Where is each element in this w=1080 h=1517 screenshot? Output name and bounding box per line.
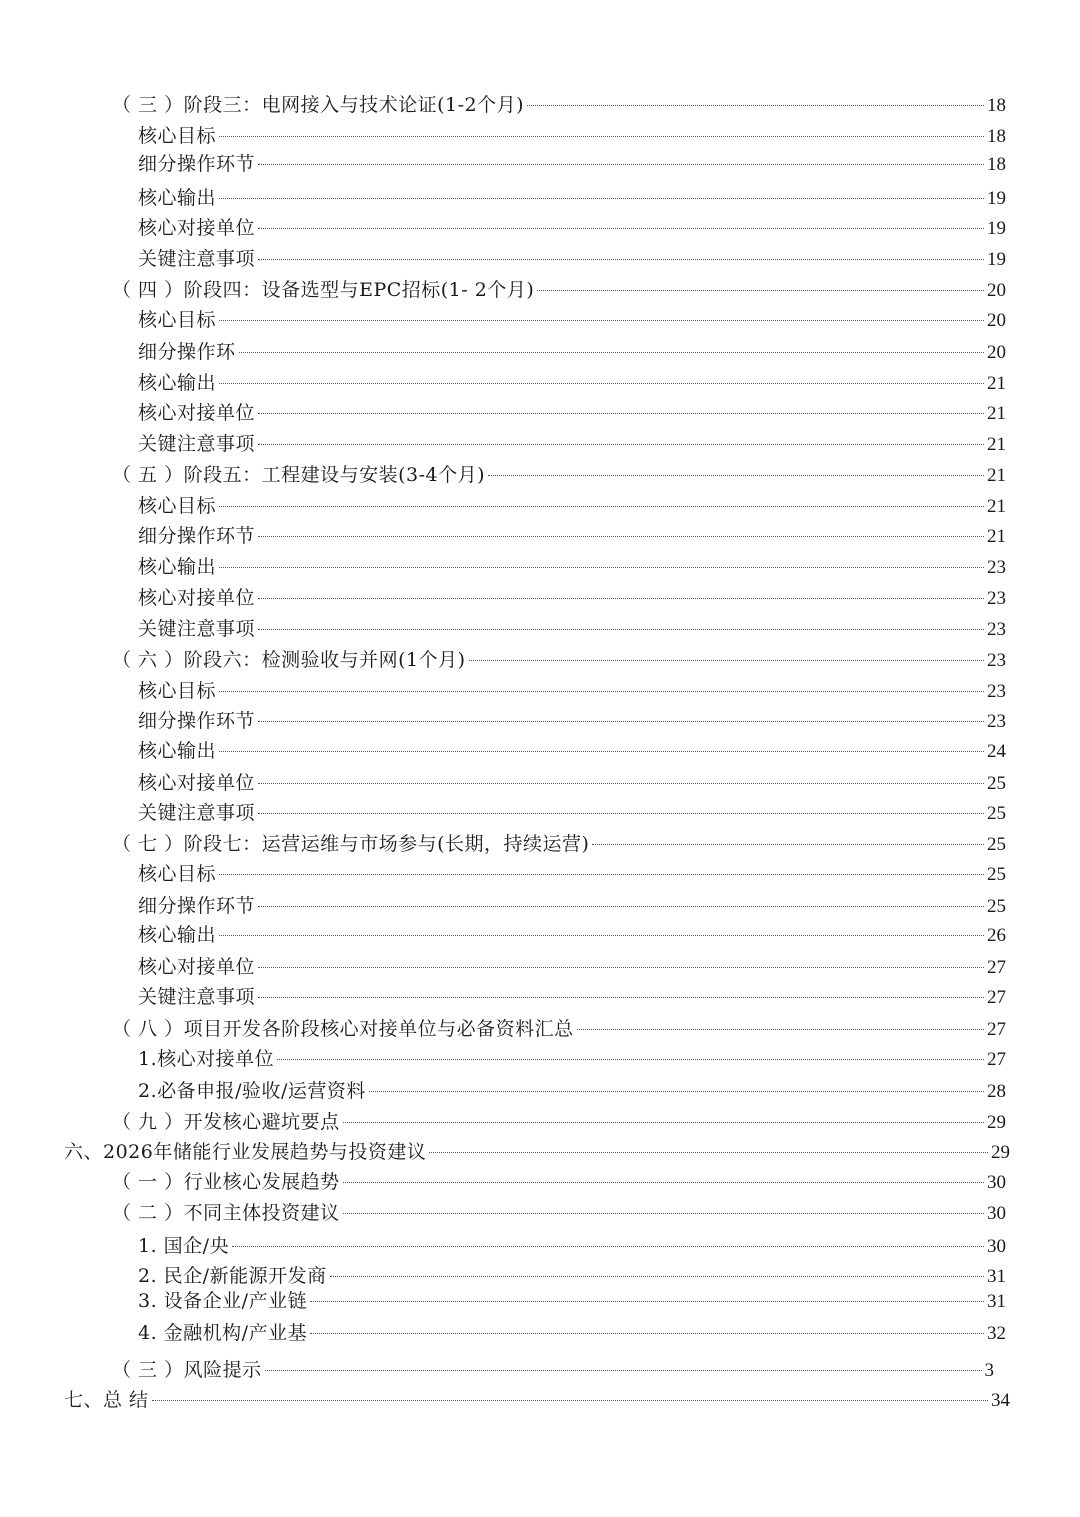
toc-entry[interactable] — [112, 1357, 994, 1383]
toc-entry-title: 核心目标 — [138, 495, 217, 517]
toc-entry-title: 核心输出 — [138, 924, 217, 946]
toc-entry-title: 细分操作环节 — [138, 525, 256, 547]
dot-leader — [258, 164, 984, 165]
dot-leader — [310, 1333, 984, 1334]
dot-leader — [219, 751, 984, 752]
toc-entry-page-number: 32 — [987, 1323, 1006, 1344]
toc-entry-title: 核心目标 — [138, 863, 217, 885]
toc-entry[interactable] — [112, 92, 1006, 118]
toc-entry[interactable] — [138, 770, 1006, 796]
toc-entry-page-number: 21 — [987, 465, 1006, 486]
dot-leader — [258, 997, 984, 998]
toc-entry-page-number: 24 — [987, 741, 1006, 762]
toc-entry[interactable] — [112, 1200, 1006, 1226]
dot-leader — [258, 413, 984, 414]
toc-entry[interactable] — [112, 1109, 1006, 1135]
dot-leader — [258, 259, 984, 260]
toc-entry-page-number: 27 — [987, 1019, 1006, 1040]
dot-leader — [488, 475, 984, 476]
toc-entry-page-number: 30 — [987, 1172, 1006, 1193]
toc-entry[interactable] — [138, 1320, 1006, 1346]
toc-entry-page-number: 31 — [987, 1291, 1006, 1312]
toc-entry-page-number: 19 — [987, 218, 1006, 239]
toc-entry-page-number: 30 — [987, 1203, 1006, 1224]
toc-entry-title: 核心对接单位 — [138, 772, 256, 794]
toc-entry[interactable] — [138, 246, 1006, 272]
dot-leader — [343, 1213, 984, 1214]
toc-entry-page-number: 27 — [987, 987, 1006, 1008]
toc-entry-page-number: 21 — [987, 434, 1006, 455]
toc-entry-title: 2. 民企/新能源开发商 — [138, 1265, 327, 1287]
toc-entry-page-number: 21 — [987, 526, 1006, 547]
toc-entry[interactable] — [138, 215, 1006, 241]
toc-entry-title: （ 三 ）阶段三：电网接入与技术论证(1-2个月) — [112, 94, 525, 116]
toc-entry-page-number: 27 — [987, 957, 1006, 978]
toc-entry[interactable] — [112, 462, 1006, 488]
dot-leader — [232, 1246, 984, 1247]
toc-entry-title: 细分操作环节 — [138, 710, 256, 732]
toc-entry-page-number: 20 — [987, 310, 1006, 331]
toc-entry-page-number: 29 — [987, 1112, 1006, 1133]
toc-entry[interactable] — [138, 1046, 1006, 1072]
toc-entry[interactable] — [138, 554, 1006, 580]
dot-leader — [219, 506, 984, 507]
toc-entry[interactable] — [138, 861, 1006, 887]
toc-entry[interactable] — [138, 616, 1006, 642]
toc-entry-title: 关键注意事项 — [138, 802, 256, 824]
dot-leader — [277, 1059, 984, 1060]
toc-entry-page-number: 31 — [987, 1266, 1006, 1287]
toc-entry[interactable] — [112, 647, 1006, 673]
toc-entry-title: （ 五 ）阶段五：工程建设与安装(3-4个月) — [112, 464, 486, 486]
toc-entry[interactable] — [138, 678, 1006, 704]
toc-entry-page-number: 21 — [987, 403, 1006, 424]
toc-entry-page-number: 23 — [987, 588, 1006, 609]
toc-entry-page-number: 34 — [991, 1390, 1010, 1411]
toc-entry[interactable] — [138, 893, 1006, 919]
dot-leader — [219, 691, 984, 692]
toc-entry-title: 3. 设备企业/产业链 — [138, 1290, 308, 1312]
toc-entry-title: 六、2026年储能行业发展趋势与投资建议 — [64, 1141, 427, 1163]
toc-entry-page-number: 21 — [987, 496, 1006, 517]
toc-entry-page-number: 3 — [984, 1360, 994, 1381]
toc-entry-page-number: 25 — [987, 864, 1006, 885]
toc-entry-page-number: 25 — [987, 803, 1006, 824]
toc-entry[interactable] — [138, 307, 1006, 333]
toc-entry[interactable] — [138, 1288, 1006, 1314]
toc-entry-title: 核心输出 — [138, 187, 217, 209]
toc-entry-title: 核心对接单位 — [138, 217, 256, 239]
toc-entry-title: 核心输出 — [138, 372, 217, 394]
dot-leader — [258, 906, 984, 907]
toc-entry-page-number: 25 — [987, 896, 1006, 917]
toc-entry[interactable] — [138, 922, 1006, 948]
dot-leader — [219, 935, 984, 936]
toc-entry-title: （ 四 ）阶段四：设备选型与EPC招标(1- 2个月) — [112, 279, 535, 301]
toc-entry-title: 细分操作环节 — [138, 895, 256, 917]
toc-entry-page-number: 20 — [987, 342, 1006, 363]
toc-entry-title: （ 六 ）阶段六：检测验收与并网(1个月) — [112, 649, 466, 671]
toc-entry[interactable] — [138, 400, 1006, 426]
toc-entry[interactable] — [138, 431, 1006, 457]
toc-entry-page-number: 23 — [987, 650, 1006, 671]
dot-leader — [152, 1400, 988, 1401]
toc-entry-title: 关键注意事项 — [138, 248, 256, 270]
toc-entry[interactable] — [64, 1387, 1010, 1413]
toc-entry-title: （ 九 ）开发核心避坑要点 — [112, 1111, 340, 1133]
toc-entry-title: 核心目标 — [138, 125, 217, 147]
toc-entry-title: 4. 金融机构/产业基 — [138, 1322, 308, 1344]
dot-leader — [258, 228, 984, 229]
toc-entry[interactable] — [64, 1139, 1010, 1165]
toc-entry-title: （ 七 ）阶段七：运营运维与市场参与(长期，持续运营) — [112, 833, 590, 855]
toc-entry-title: 核心对接单位 — [138, 956, 256, 978]
toc-entry-page-number: 19 — [987, 188, 1006, 209]
dot-leader — [343, 1182, 984, 1183]
dot-leader — [258, 783, 984, 784]
dot-leader — [527, 105, 984, 106]
toc-entry-title: 关键注意事项 — [138, 433, 256, 455]
dot-leader — [219, 320, 984, 321]
toc-entry-page-number: 23 — [987, 619, 1006, 640]
toc-entry-page-number: 28 — [987, 1081, 1006, 1102]
toc-entry-page-number: 30 — [987, 1236, 1006, 1257]
dot-leader — [258, 536, 984, 537]
toc-entry[interactable] — [138, 123, 1006, 149]
toc-entry-page-number: 18 — [987, 95, 1006, 116]
toc-entry[interactable] — [138, 585, 1006, 611]
toc-entry[interactable] — [138, 954, 1006, 980]
toc-entry[interactable] — [112, 1016, 1006, 1042]
toc-entry-title: 关键注意事项 — [138, 986, 256, 1008]
toc-entry-title: 2.必备申报/验收/运营资料 — [138, 1080, 366, 1102]
toc-entry-page-number: 23 — [987, 711, 1006, 732]
dot-leader — [310, 1301, 984, 1302]
toc-entry[interactable] — [138, 984, 1006, 1010]
toc-entry[interactable] — [138, 800, 1006, 826]
toc-entry[interactable] — [138, 523, 1006, 549]
toc-entry-title: （ 二 ）不同主体投资建议 — [112, 1202, 340, 1224]
dot-leader — [258, 629, 984, 630]
dot-leader — [265, 1370, 982, 1371]
toc-entry-title: 细分操作环节 — [138, 153, 256, 175]
dot-leader — [469, 660, 985, 661]
dot-leader — [577, 1029, 984, 1030]
toc-entry-page-number: 25 — [987, 773, 1006, 794]
toc-entry-page-number: 18 — [987, 126, 1006, 147]
dot-leader — [369, 1091, 984, 1092]
toc-entry-title: （ 八 ）项目开发各阶段核心对接单位与必备资料汇总 — [112, 1018, 574, 1040]
toc-entry[interactable] — [138, 708, 1006, 734]
toc-entry-title: 七、总 结 — [64, 1389, 149, 1411]
toc-entry[interactable] — [112, 277, 1006, 303]
toc-entry-title: 核心目标 — [138, 680, 217, 702]
dot-leader — [219, 383, 984, 384]
dot-leader — [219, 198, 984, 199]
toc-entry-title: 1.核心对接单位 — [138, 1048, 275, 1070]
toc-entry[interactable] — [138, 1078, 1006, 1104]
toc-entry-title: （ 一 ）行业核心发展趋势 — [112, 1171, 340, 1193]
toc-entry[interactable] — [138, 151, 1006, 177]
toc-entry[interactable] — [138, 1263, 1006, 1289]
dot-leader — [258, 813, 984, 814]
dot-leader — [258, 721, 984, 722]
toc-entry-page-number: 29 — [991, 1142, 1010, 1163]
toc-entry-page-number: 23 — [987, 681, 1006, 702]
toc-entry-title: 核心对接单位 — [138, 402, 256, 424]
toc-entry-page-number: 26 — [987, 925, 1006, 946]
toc-entry-page-number: 21 — [987, 373, 1006, 394]
toc-entry-title: （ 三 ）风险提示 — [112, 1359, 262, 1381]
dot-leader — [592, 844, 984, 845]
dot-leader — [429, 1152, 988, 1153]
dot-leader — [219, 567, 984, 568]
toc-entry-title: 核心输出 — [138, 556, 217, 578]
dot-leader — [343, 1122, 984, 1123]
toc-entry[interactable] — [112, 1169, 1006, 1195]
toc-entry[interactable] — [138, 493, 1006, 519]
toc-entry-title: 核心对接单位 — [138, 587, 256, 609]
toc-entry[interactable] — [138, 339, 1006, 365]
toc-entry-page-number: 19 — [987, 249, 1006, 270]
dot-leader — [258, 444, 984, 445]
toc-entry[interactable] — [138, 1233, 1006, 1259]
toc-entry-page-number: 23 — [987, 557, 1006, 578]
toc-entry[interactable] — [138, 370, 1006, 396]
dot-leader — [219, 874, 984, 875]
toc-entry[interactable] — [138, 185, 1006, 211]
toc-entry[interactable] — [112, 831, 1006, 857]
dot-leader — [258, 598, 984, 599]
toc-entry-title: 1. 国企/央 — [138, 1235, 230, 1257]
toc-entry-title: 核心目标 — [138, 309, 217, 331]
toc-entry-page-number: 27 — [987, 1049, 1006, 1070]
toc-entry[interactable] — [138, 738, 1006, 764]
dot-leader — [258, 967, 984, 968]
toc-entry-page-number: 25 — [987, 834, 1006, 855]
dot-leader — [330, 1276, 984, 1277]
dot-leader — [219, 136, 984, 137]
toc-entry-page-number: 20 — [987, 280, 1006, 301]
toc-entry-title: 核心输出 — [138, 740, 217, 762]
toc-entry-page-number: 18 — [987, 154, 1006, 175]
dot-leader — [537, 290, 984, 291]
dot-leader — [239, 352, 984, 353]
toc-entry-title: 细分操作环 — [138, 341, 236, 363]
toc-entry-title: 关键注意事项 — [138, 618, 256, 640]
